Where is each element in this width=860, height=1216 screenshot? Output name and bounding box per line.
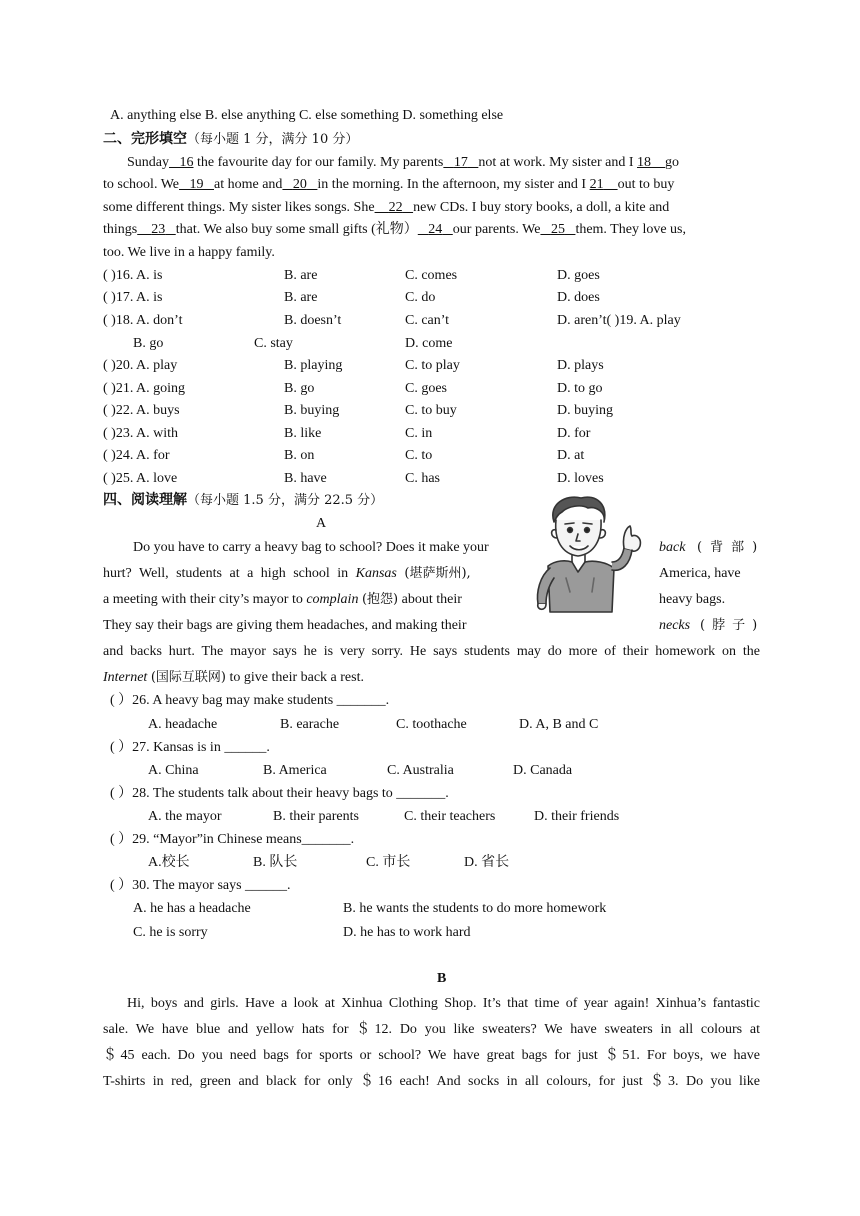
q19-option-d: D. come (405, 336, 453, 351)
question-16: ( )16. A. is (103, 268, 163, 283)
question-22: ( )22. A. buys (103, 403, 180, 418)
option-c: C. goes (405, 381, 447, 396)
passage-a-line-2: hurt? Well, students at a high school in Kansas (堪萨斯州), (103, 566, 471, 581)
q29-option-d: D. 省长 (464, 855, 510, 870)
option-d: D. for (557, 426, 591, 441)
option-d: D. to go (557, 381, 603, 396)
section2-title: 二、完形填空 (103, 131, 187, 147)
option-c: C. comes (405, 268, 458, 283)
passage-a-line-3-right: heavy bags. (659, 592, 726, 607)
q30-option-a: A. he has a headache (133, 901, 251, 916)
blank-20: 20 (292, 177, 307, 192)
q27-option-c: C. Australia (387, 763, 454, 778)
cloze-line-2: to school. We 19 at home and 20 in the morning. In the afternoon, my sister and I 21 out to buy (103, 177, 675, 192)
option-b: B. are (284, 268, 318, 283)
option-b: B. playing (284, 358, 343, 373)
word-back: back (659, 540, 686, 555)
option-c: C. to (405, 448, 433, 463)
option-d: D. loves (557, 471, 604, 486)
part-b-label: B (437, 971, 447, 986)
q26-option-a: A. headache (148, 717, 218, 732)
passage-b-line-2: sale. We have blue and yellow hats for ＄12. Do you like sweaters? We have sweaters in all colours at (103, 1022, 760, 1037)
option-d: D. does (557, 290, 600, 305)
q28-option-a: A. the mayor (148, 809, 222, 824)
option-d: D. at (557, 448, 585, 463)
option-d-and-question-19: D. aren’t( )19. A. play (557, 313, 681, 328)
question-28: ( ）28. The students talk about their heavy bags to _______. (110, 786, 449, 801)
question-30: ( ）30. The mayor says ______. (110, 878, 291, 893)
option-d: D. buying (557, 403, 613, 418)
blank-21: 21 (589, 177, 604, 192)
option-c: C. has (405, 471, 440, 486)
blank-23: 23 (151, 222, 166, 237)
q30-option-c: C. he is sorry (133, 925, 208, 940)
boy-cartoon-illustration (526, 492, 651, 618)
question-17: ( )17. A. is (103, 290, 163, 305)
question-18: ( )18. A. don’t (103, 313, 183, 328)
blank-16: 16 (179, 155, 194, 170)
section4-heading (103, 491, 383, 510)
blank-17: 17 (453, 155, 468, 170)
passage-a-line-6: Internet (国际互联网) to give their back a rest. (103, 670, 364, 685)
blank-18: 18 (637, 155, 652, 170)
section4-title: 四、阅读理解 (103, 492, 187, 508)
passage-a-line-1: Do you have to carry a heavy bag to school? Does it make your (133, 540, 489, 555)
word-necks: necks (659, 618, 691, 633)
option-b: B. have (284, 471, 327, 486)
section2-score: （每小题 1 分，满分 10 分） (187, 132, 359, 147)
passage-b-line-4: T-shirts in red, green and black for only ＄16 each! And socks in all colours, for just ＄3. Do you like (103, 1074, 760, 1089)
question-23: ( )23. A. with (103, 426, 179, 441)
option-b: B. like (284, 426, 322, 441)
question-26: ( ）26. A heavy bag may make students _______. (110, 693, 390, 708)
passage-a-line-2-right: America, have (659, 566, 741, 581)
question-24: ( )24. A. for (103, 448, 170, 463)
option-b: B. are (284, 290, 318, 305)
cloze-line-3: some different things. My sister likes songs. She 22 new CDs. I buy story books, a doll, a kite and (103, 200, 670, 215)
option-c: C. do (405, 290, 436, 305)
q26-option-b: B. earache (280, 717, 340, 732)
cloze-line-5: too. We live in a happy family. (103, 245, 275, 260)
passage-a-line-4: They say their bags are giving them headaches, and making their (103, 618, 467, 633)
cloze-line-4: things 23 that. We also buy some small gifts (礼物） 24 our parents. We 25 them. They love us, (103, 222, 686, 237)
option-c: C. to play (405, 358, 460, 373)
option-d: D. goes (557, 268, 600, 283)
question-25: ( )25. A. love (103, 471, 178, 486)
option-b: B. on (284, 448, 315, 463)
option-d: D. plays (557, 358, 604, 373)
passage-b-line-3: ＄45 each. Do you need bags for sports or school? We have great bags for just ＄51. For boys, we have (103, 1048, 760, 1063)
blank-19: 19 (189, 177, 204, 192)
gloss-necks: (脖子) (700, 618, 765, 633)
option-b: B. go (284, 381, 315, 396)
passage-a-line-5: and backs hurt. The mayor says he is very sorry. He says students may do more of their homework on the (103, 644, 760, 659)
option-c: C. in (405, 426, 433, 441)
section2-heading (103, 130, 358, 149)
q15-options: A. anything else B. else anything C. else something D. something else (110, 108, 504, 123)
section4-score: （每小题 1.5 分，满分 22.5 分） (187, 493, 384, 508)
q30-option-d: D. he has to work hard (343, 925, 471, 940)
blank-24: 24 (428, 222, 443, 237)
gloss-back: (背部) (697, 540, 766, 555)
question-20: ( )20. A. play (103, 358, 178, 373)
q27-option-a: A. China (148, 763, 199, 778)
q28-option-b: B. their parents (273, 809, 359, 824)
option-c: C. to buy (405, 403, 457, 418)
q26-option-c: C. toothache (396, 717, 467, 732)
q29-option-a: A.校长 (148, 855, 190, 870)
question-29: ( ）29. “Mayor”in Chinese means_______. (110, 832, 355, 847)
blank-22: 22 (388, 200, 403, 215)
q27-option-d: D. Canada (513, 763, 573, 778)
passage-a-line-3: a meeting with their city’s mayor to complain (抱怨) about their (103, 592, 462, 607)
option-b: B. buying (284, 403, 340, 418)
blank-25: 25 (550, 222, 565, 237)
question-21: ( )21. A. going (103, 381, 186, 396)
cloze-line-1: Sunday 16 the favourite day for our family. My parents 17 not at work. My sister and I 18 go (127, 155, 680, 170)
q26-option-d: D. A, B and C (519, 717, 599, 732)
q29-option-b: B. 队长 (253, 855, 298, 870)
q29-option-c: C. 市长 (366, 855, 411, 870)
q19-option-c: C. stay (254, 336, 293, 351)
passage-b-line-1: Hi, boys and girls. Have a look at Xinhua Clothing Shop. It’s that time of year again! Xinhua’s fantastic (127, 996, 760, 1011)
q28-option-d: D. their friends (534, 809, 620, 824)
option-c: C. can’t (405, 313, 450, 328)
option-b: B. doesn’t (284, 313, 342, 328)
q30-option-b: B. he wants the students to do more homework (343, 901, 607, 916)
q19-option-b: B. go (133, 336, 164, 351)
q28-option-c: C. their teachers (404, 809, 496, 824)
question-27: ( ）27. Kansas is in ______. (110, 740, 270, 755)
part-a-label: A (316, 516, 327, 531)
q27-option-b: B. America (263, 763, 327, 778)
